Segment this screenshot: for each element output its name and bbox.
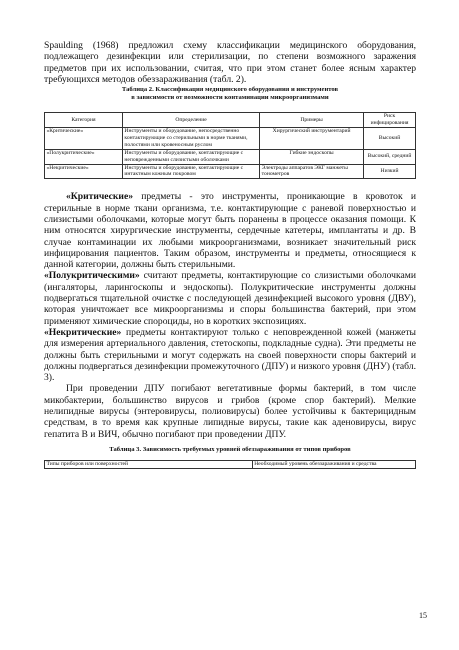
- table2-cell: Хирургический инструментарий: [260, 128, 364, 150]
- table2-cell: Электроды аппаратов ЭКГ манжеты тонометров: [260, 164, 364, 179]
- table2-cell: Гибкие эндоскопы: [260, 149, 364, 164]
- table2-header-cell: Категория: [45, 113, 123, 128]
- table2-cell: Высокий, средний: [364, 149, 416, 164]
- table2-cell: Инструменты и оборудование, контактирующие с неповрежденными слизистыми оболочками: [122, 149, 259, 164]
- table2-cell: «Полукритические»: [45, 149, 123, 164]
- table3: [44, 460, 416, 469]
- table2-header-row: [45, 113, 416, 128]
- critical-text: предметы - это инструменты, проникающие в кровоток и стерильные в норме ткани организма, т.е. контактирующие с раневой поверхностью и слизистыми оболочками, которые могут быть поранены в процессе оказания помощи. К ним относятся хирургические инструменты, сердечные катетеры, имплантаты и др. В случае контаминации их любыми микроорганизмами, возникает значительный риск инфицирования пациентов. Таким образом, инструменты и предметы, относящиеся к данной категории, должны быть стерильными.: [44, 191, 416, 271]
- noncritical-term: «Некритические»: [44, 326, 122, 338]
- table2-cell: Низкий: [364, 164, 416, 179]
- table2-cell: «Критические»: [45, 128, 123, 150]
- table-row: [45, 128, 416, 150]
- table2-header-cell: Определение: [122, 113, 259, 128]
- table2: [44, 112, 416, 179]
- table-row: [45, 164, 416, 179]
- table2-cell: Инструменты и оборудование, контактирующие с интактным кожным покровом: [122, 164, 259, 179]
- table3-header-cell: Типы приборов или поверхностей: [45, 460, 253, 468]
- table2-caption-line2: в зависимости от возможности контаминации микроорганизмами: [131, 94, 329, 102]
- table2-cell: Инструменты и оборудование, непосредственно контактирующие со стерильными в норме тканями, полостями или кровеносным руслом: [122, 128, 259, 150]
- semicritical-paragraph: [44, 270, 416, 326]
- table2-header-cell: Примеры: [260, 113, 364, 128]
- noncritical-text: предметы контактируют только с неповрежденной кожей (манжеты для измерения артериального давления, стетоскопы, подкладные судна). Эти предметы не должны быть стерильными и могут содержать на своей поверхности споры бактерий и должны подвергаться дезинфекции промежуточного (ДПУ) и низкого уровня (ДНУ) (табл. 3).: [44, 326, 416, 384]
- table2-cell: Высокий: [364, 128, 416, 150]
- table-row: [45, 149, 416, 164]
- semicritical-term: «Полукритическими»: [44, 270, 140, 282]
- page-number: 15: [419, 611, 427, 620]
- page-content: [44, 40, 416, 469]
- table2-header-cell: Риск инфицирования: [364, 113, 416, 128]
- critical-paragraph: [44, 191, 416, 270]
- noncritical-paragraph: [44, 327, 416, 383]
- dpu-paragraph: При проведении ДПУ погибают вегетативные формы бактерий, в том числе микобактерии, большинство вирусов и грибов (кроме спор бактерий). Мелкие нелипидные вирусы (энтеровирусы, полиовирусы) более устойчивы к бактерицидным средствам, в то время как крупные липидные вирусы, такие как аденовирусы, вирус гепатита В и ВИЧ, обычно погибают при проведении ДПУ.: [44, 383, 416, 440]
- semicritical-text: считают предметы, контактирующие со слизистыми оболочками (ингаляторы, ларингоскопы и эндоскопы). Полукритические инструменты должны подвергаться тщательной очистке с последующей дезинфекцией высокого уровня (ДВУ), которая уничтожает все микроорганизмы и споры большинства бактерий, при этом применяют химические спороциды, но в коротких экспозициях.: [44, 270, 416, 327]
- critical-term: «Критические»: [66, 191, 134, 203]
- table2-cell: «Некритические»: [45, 164, 123, 179]
- table3-caption: Таблица 3. Зависимость требуемых уровней обеззараживания от типов приборов: [109, 445, 351, 453]
- table3-header-cell: Необходимый уровень обеззараживания и средства: [252, 460, 415, 468]
- intro-paragraph: Spaulding (1968) предложил схему классификации медицинского оборудования, подлежащего дезинфекции или стерилизации, по степени возможного заражения предметов при их использовании, считая, что при этом станет более ясным характер требующихся методов обеззараживания (табл. 2).: [44, 40, 416, 85]
- table2-caption-line1: Таблица 2. Классификация медицинского оборудования и инструментов: [121, 86, 339, 94]
- table3-header-row: [45, 460, 416, 468]
